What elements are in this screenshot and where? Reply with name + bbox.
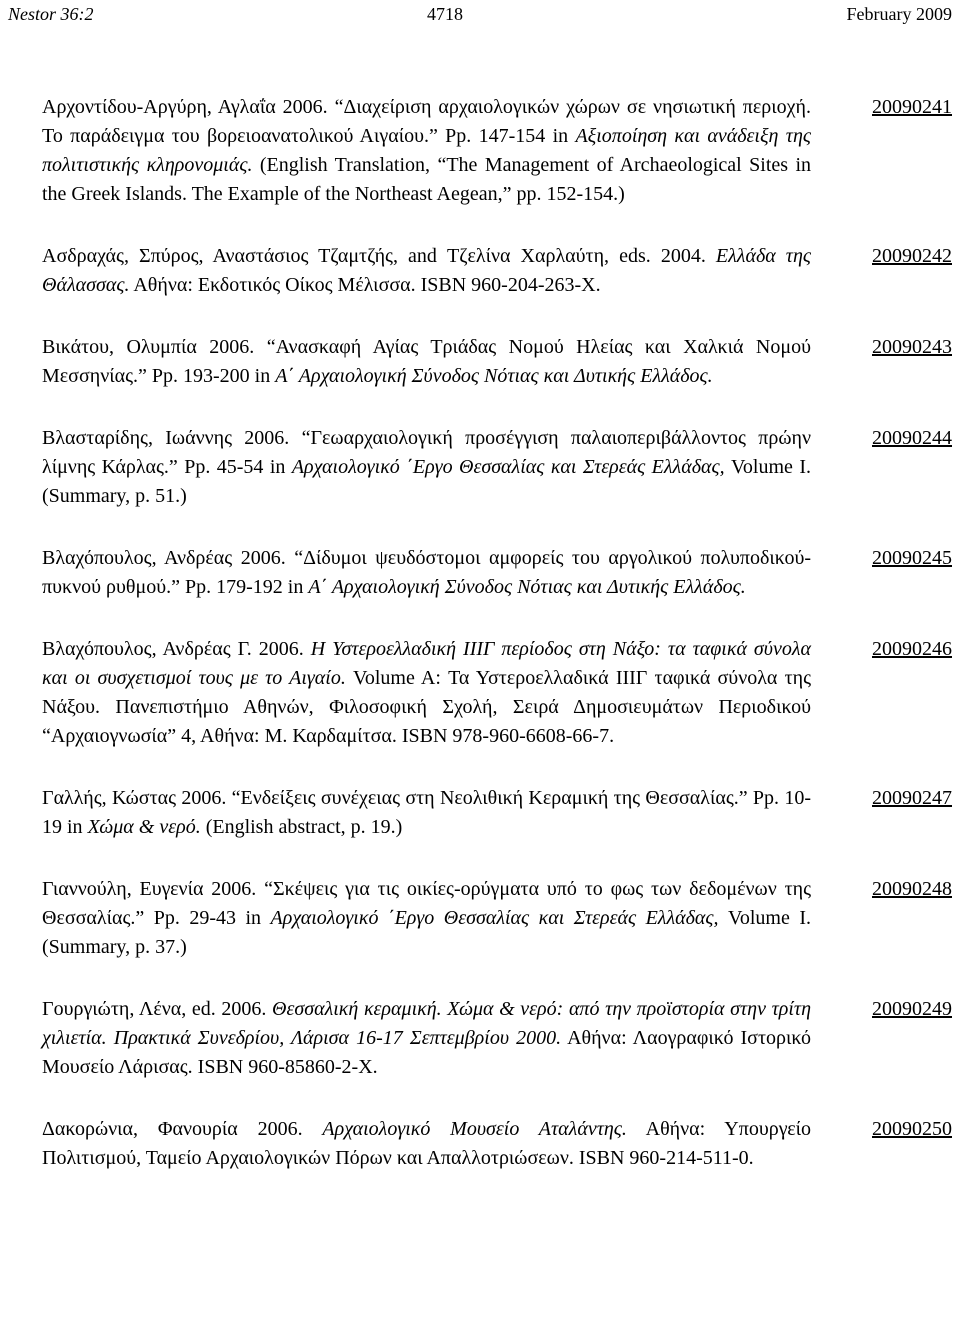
entry-id: 20090247 (872, 787, 952, 809)
bibliography-entry (42, 784, 952, 842)
citation-text: Βικάτου, Ολυμπία 2006. “Ανασκαφή Αγίας Τριάδας Νομού Ηλείας και Χαλκιά Νομού Μεσσηνίας.” Pp. 193-200 in (42, 336, 811, 387)
issue-date: February 2009 (846, 4, 952, 24)
citation-text: Ασδραχάς, Σπύρος, Αναστάσιος Τζαμτζής, and Τζελίνα Χαρλαύτη, eds. 2004. (42, 245, 716, 267)
bibliography-entry (42, 242, 952, 300)
citation-text: Δακορώνια, Φανουρία 2006. (42, 1118, 323, 1140)
citation-text: Volume A: Τα Υστεροελλαδικά ΙΙΙΓ ταφικά σύνολα της Νάξου. Πανεπιστήμιο Αθηνών, Φιλοσοφική Σχολή, Σειρά Δημοσιευμάτων Περιοδικού “Αρχαιογνωσία” 4, Αθήνα: Μ. Καρδαμίτσα. ISBN 978-960-6608-66-7. (42, 667, 811, 747)
citation-text: Βλασταρίδης, Ιωάννης 2006. “Γεωαρχαιολογική προσέγγιση παλαιοπεριβάλλοντος πρώην λίμνης Κάρλας.” Pp. 45-54 in (42, 427, 811, 478)
citation-title: Χώμα & νερό. (87, 816, 201, 838)
citation-title: Η Υστεροελλαδική ΙΙΙΓ περίοδος στη Νάξο: τα ταφικά σύνολα και οι συσχετισμοί τους με το Αιγαίο. (42, 638, 811, 689)
citation-title: Ελλάδα της Θάλασσας. (42, 245, 812, 296)
citation-text: Γιαννούλη, Ευγενία 2006. “Σκέψεις για τις οικίες-ορύγματα υπό το φως των δεδομένων της Θεσσαλίας.” Pp. 29-43 in (42, 878, 811, 929)
citation-title: Αρχαιολογικό ΄Εργο Θεσσαλίας και Στερεάς Ελλάδας, (291, 456, 725, 478)
citation-title: Αρχαιολογικό ΄Εργο Θεσσαλίας και Στερεάς Ελλάδας, (270, 907, 719, 929)
citation-text: Αρχοντίδου-Αργύρη, Αγλαΐα 2006. “Διαχείριση αρχαιολογικών χώρων σε νησιωτική περιοχή. Το παράδειγμα του βορειοανατολικού Αιγαίου.” Pp. 147-154 in (42, 96, 811, 147)
citation-text: Βλαχόπουλος, Ανδρέας Γ. 2006. (42, 638, 311, 660)
entry-citation (42, 93, 811, 209)
entry-citation (42, 875, 811, 962)
entry-citation (42, 1115, 811, 1173)
bibliography-entry (42, 875, 952, 962)
entry-id: 20090244 (872, 427, 952, 449)
entry-citation (42, 635, 811, 751)
citation-text: Βλαχόπουλος, Ανδρέας 2006. “Δίδυμοι ψευδόστομοι αμφορείς του αργολικού πολυποδικού-πυκνού ρυθμού.” Pp. 179-192 in (42, 547, 811, 598)
entry-citation (42, 544, 811, 602)
bibliography-entry (42, 544, 952, 602)
bibliography-entry (42, 635, 952, 751)
entry-id: 20090249 (872, 998, 952, 1020)
citation-title: Αρχαιολογικό Μουσείο Αταλάντης. (322, 1118, 627, 1140)
journal-name: Nestor 36:2 (8, 4, 94, 24)
entry-id: 20090242 (872, 245, 952, 267)
entry-id: 20090246 (872, 638, 952, 660)
citation-text: (English Translation, “The Management of Archaeological Sites in the Greek Islands. The Example of the Northeast Aegean,” pp. 152-154.) (42, 154, 811, 205)
bibliography-entry (42, 1115, 952, 1173)
bibliography-list (42, 93, 952, 1206)
bibliography-entry (42, 93, 952, 209)
citation-title: Α΄ Αρχαιολογική Σύνοδος Νότιας και Δυτικής Ελλάδος. (275, 365, 713, 387)
bibliography-entry (42, 995, 952, 1082)
bibliography-entry (42, 333, 952, 391)
bibliography-entry (42, 424, 952, 511)
entry-citation (42, 424, 811, 511)
entry-id: 20090250 (872, 1118, 952, 1140)
entry-id: 20090243 (872, 336, 952, 358)
entry-citation (42, 242, 811, 300)
citation-title: Θεσσαλική κεραμική. Χώμα & νερό: από την προϊστορία στην τρίτη χιλιετία. Πρακτικά Συνεδρίου, Λάρισα 16-17 Σεπτεμβρίου 2000. (42, 998, 811, 1049)
entry-citation (42, 784, 811, 842)
citation-text: Αθήνα: Υπουργείο Πολιτισμού, Ταμείο Αρχαιολογικών Πόρων και Απαλλοτριώσεων. ISBN 960-214-511-0. (42, 1118, 811, 1169)
entry-citation (42, 333, 811, 391)
citation-text: Γουργιώτη, Λένα, ed. 2006. (42, 998, 273, 1020)
entry-id: 20090241 (872, 96, 952, 118)
citation-text: Αθήνα: Λαογραφικό Ιστορικό Μουσείο Λάρισας. ISBN 960-85860-2-X. (42, 1027, 811, 1078)
page-number: 4718 (427, 4, 463, 24)
citation-text: Αθήνα: Εκδοτικός Οίκος Μέλισσα. ISBN 960-204-263-X. (129, 274, 601, 296)
citation-title: Α΄ Αρχαιολογική Σύνοδος Νότιας και Δυτικής Ελλάδος. (308, 576, 746, 598)
entry-id: 20090248 (872, 878, 952, 900)
page-header (8, 4, 952, 28)
citation-text: Volume I. (Summary, p. 37.) (42, 907, 812, 958)
entry-citation (42, 995, 811, 1082)
citation-title: Αξιοποίηση και ανάδειξη της πολιτιστικής κληρονομιάς. (42, 125, 811, 176)
citation-text: (English abstract, p. 19.) (200, 816, 403, 838)
entry-id: 20090245 (872, 547, 952, 569)
citation-text: Volume I. (Summary, p. 51.) (42, 456, 811, 507)
citation-text: Γαλλής, Κώστας 2006. “Ενδείξεις συνέχειας στη Νεολιθική Κεραμική της Θεσσαλίας.” Pp. 10-19 in (42, 787, 811, 838)
